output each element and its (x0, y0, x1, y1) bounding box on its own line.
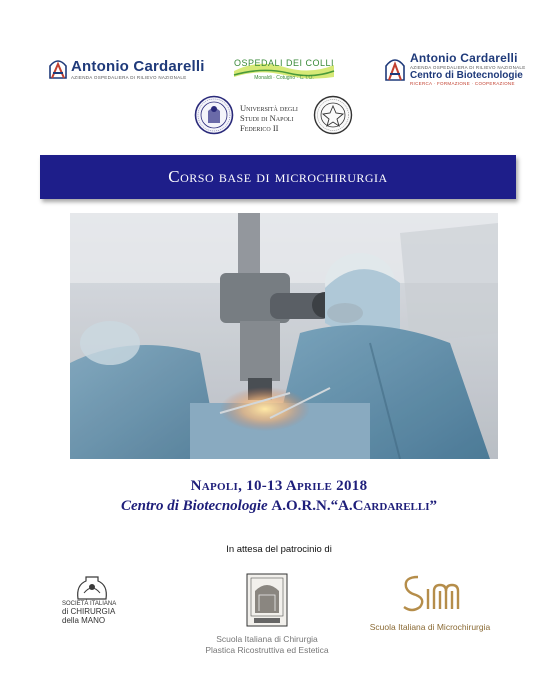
venue-suffix: A.O.R.N.“A.Cardarelli” (271, 498, 437, 514)
cardarelli-left-name: Antonio Cardarelli (71, 57, 205, 75)
microsurgery-photo (70, 213, 498, 459)
sicm-logo (62, 575, 122, 625)
patronage-label: In attesa del patrocinio di (226, 544, 332, 555)
sicpre-emblem-icon (246, 573, 288, 627)
biotech-centre-name: Centro di Biotecnologie (410, 70, 523, 81)
cardarelli-emblem-icon (48, 58, 68, 80)
unina-seal-icon (194, 95, 234, 135)
event-date: Napoli, 10-13 Aprile 2018 (190, 478, 368, 494)
sicm-l2: di CHIRURGIA (62, 607, 116, 616)
ospedali-colli-logo (232, 57, 336, 85)
venue-prefix: Centro di Biotecnologie (120, 498, 268, 514)
sicm-l3: della MANO (62, 616, 106, 625)
sicpre-caption (180, 634, 354, 656)
event-venue (0, 498, 558, 515)
cardarelli-logo-right (384, 52, 526, 86)
ospedali-colli-name: OSPEDALI DEI COLLI (233, 58, 335, 68)
biotech-emblem-icon (384, 56, 406, 82)
sim-caption: Scuola Italiana di Microchirurgia (369, 622, 491, 632)
ospedali-colli-sub: Monaldi · Cotugno · C.T.O. (254, 75, 314, 81)
sicm-crest-icon (72, 575, 112, 601)
sicpre-l1: Scuola Italiana di Chirurgia (216, 634, 318, 644)
biotech-tagline: RICERCA · FORMAZIONE · COOPERAZIONE (410, 81, 515, 86)
sim-logo-icon (400, 571, 460, 615)
unina-wordmark (240, 103, 298, 133)
cardarelli-right-sub: AZIENDA OSPEDALIERA DI RILIEVO NAZIONALE (410, 65, 526, 70)
cardarelli-right-name: Antonio Cardarelli (410, 51, 518, 65)
sicpre-l2: Plastica Ricostruttiva ed Estetica (205, 645, 329, 655)
unina-line-3: Federico II (240, 123, 279, 133)
cardarelli-logo-left (48, 58, 205, 80)
sicm-l1: SOCIETÀ ITALIANA (62, 601, 117, 607)
course-title-banner (40, 155, 516, 199)
unina-line-2: Studi di Napoli (240, 113, 294, 123)
unina-line-1: Università degli (240, 103, 298, 113)
university-seal-icon (313, 95, 353, 135)
course-title: Corso base di microchirurgia (168, 167, 388, 186)
cardarelli-left-sub: AZIENDA OSPEDALIERA DI RILIEVO NAZIONALE (71, 74, 187, 80)
